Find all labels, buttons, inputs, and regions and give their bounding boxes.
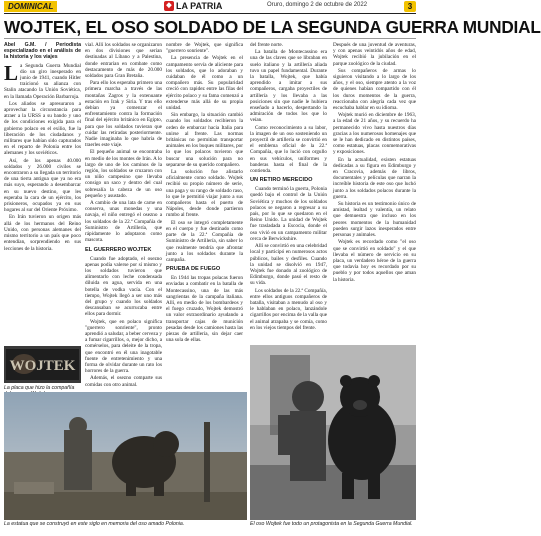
subheading: PRUEBA DE FUEGO	[166, 266, 221, 273]
statue-photo	[4, 392, 247, 520]
subheading: UN RETIRO MERECIDO	[250, 177, 313, 184]
article-paragraph: Los soldados de la 22.ª Compañía, entre ellos antiguos compañeros de batalla, visitaban a menudo al oso y le hablaban en polaco, lanzándole cigarrillos por encima de la valla que el animal atrapaba y se comía, como en los viejos tiempos del frente.	[250, 287, 327, 331]
article-paragraph: Después de una juventud de aventuras, y con apenas veintidós años de edad, Wojtek recibió la jubilación en el parque zoológico de la ciudad.	[333, 42, 416, 67]
article-paragraph: Sus compañeros de armas lo siguieron visitando a lo largo de los años, y el oso, siempre atento a la voz de quienes habían compartido con él los duros momentos de la guerra, reaccionaba con alegría cada vez que escuchaba hablar en su idioma.	[333, 67, 416, 112]
article-paragraph: La batalla de Montecassino era una de las claves que se libraban en suelo italiano y la artillería aliada tuvo un papel fundamental. Durante la batalla, Wojtek, que había aprendido a imitar a sus compañeros, cargaba proyectiles de artillería y los llevaba a las posiciones sin que nadie le hubiera enseñado a hacerlo, despertando la admiración de todos los que lo veían.	[250, 49, 327, 124]
article-paragraph: A cambio de una lata de carne en conserva, unas monedas y una navaja, el niño entregó el osezno a los soldados de la 22.ª Compañía de Suministro de Artillería, que rápidamente lo adoptaron como mascota.	[85, 200, 162, 244]
article-paragraph: nombre de Wojtek, que significa "guerrero sonriente".	[166, 42, 243, 55]
article-paragraph: En Irán tuvieron un origen más allá de los hermanos del Reino Unido, con personas alemanes del mismo territorio a un país que poco entendían, sorprendiendo en sus lecciones de la historia.	[4, 214, 81, 252]
article-paragraph: Su historia es un testimonio único de amistad, lealtad y valentía, un relato que demuestra que incluso en los peores momentos de la humanidad pueden surgir lazos inesperados entre personas y animales.	[333, 201, 416, 239]
byline: Abel G.M. / Periodista especializado en el análisis de la historia y los viajes	[4, 42, 81, 61]
article-paragraph: El oso se integró completamente en el cuerpo y fue destinado como parte de la 22.ª Compañía de Suministro de Artillería, sin saber lo que realmente tendría que afrontar junto a los soldados durante la campaña.	[166, 219, 243, 263]
subheading: EL GUERRERO WOJTEK	[85, 246, 152, 253]
article-paragraph: Además, el osezno comparte sus comidas con otro animal.	[85, 375, 162, 388]
article-paragraph: vial. Allí los soldados se organizaron en dos divisiones que serían destinadas al Líbano y a Palestina, donde entrarían en combate como destacamento de más de 20.000 soldados para Gran Bretaña.	[85, 42, 162, 80]
plaque-image	[4, 346, 81, 383]
statue-caption: La estatua que se construyó en este siglo en memoria del oso amado Polonia.	[4, 521, 185, 527]
article-paragraph: El pequeño animal se encontraba en medio de los montes de Irán. A lo largo de uno de los caminos de la región, los soldados se cruzaron con un niño campesino que llevaba consigo un saco y dentro del cual sobresalía la cabeza de un oso pequeño y asustado.	[85, 149, 162, 199]
newspaper-brand	[164, 0, 222, 12]
bear-soldier-photo	[250, 345, 416, 520]
article-paragraph: En 1944 las tropas polacas fueron enviadas a combatir en la batalla de Montecassino, una de las más sangrientas de la campaña italiana. Allí, en medio de los bombardeos y el fuego cruzado, Wojtek demostró un valor extraordinario ayudando a transportar cajas de munición pesadas desde los camiones hasta las piezas de artillería, sin dejar caer una sola de ellas.	[166, 275, 243, 344]
article-paragraph: Para ello los esperaba primero una primera marcha a través de las montañas Zagros y la extenuante estación en Irak y Siria. Y tras ello debían ya comenzar el enfrentamiento contra la formación final del ejército británico en Egipto, para que los soldados tuvieran que cuidar las retiradas posteriormente. Nadie imaginaba lo que habría de traerles este viaje.	[85, 80, 162, 149]
article-column-1	[4, 42, 81, 342]
article-paragraph: La presencia de Wojtek en el campamento servía de aliciente para los soldados, que lo adoraban y cuidaban de él como a un compañero más. Su popularidad creció con rapidez entre las filas del ejército polaco y su fama comenzó a extenderse más allá de su propia unidad.	[166, 55, 243, 112]
plaque-photo	[4, 346, 81, 383]
article-paragraph: Wojtek es recordado como "el oso que se convirtió en soldado" y el que llevaba el número de servicio en su placa, un verdadero héroe de la guerra que todavía hoy es recordado por su pueblo y por todos aquellos que aman la historia.	[333, 239, 416, 283]
article-paragraph: Sin embargo, la situación cambió cuando los soldados recibieron la orden de embarcar hacia Italia para unirse al frente. Las normas británicas no permitían transportar animales en los buques militares, por lo que los polacos tuvieron que buscar una solución para no separarse de su querido compañero.	[166, 112, 243, 168]
article-column-2	[85, 42, 162, 388]
article-paragraph	[4, 60, 81, 100]
article-paragraph: Cuando terminó la guerra, Polonia quedó bajo el control de la Unión Soviética y muchos de los soldados polacos se negaron a regresar a su país, por lo que se quedaron en el Reino Unido. La unidad de Wojtek fue trasladada a Escocia, donde el oso vivió en un campamento militar cerca de Berwickshire.	[250, 186, 327, 242]
article-column-3	[166, 42, 243, 385]
headline-divider	[4, 38, 416, 39]
article-column-4	[250, 42, 327, 342]
article-paragraph: En la actualidad, existen estatuas dedicadas a su figura en Edimburgo y en Cracovia, además de libros, documentales y películas que narran la increíble historia de este oso que luchó junto a los soldados polacos durante la guerra.	[333, 156, 416, 200]
page-number: 3	[404, 1, 416, 12]
page-header	[0, 0, 420, 13]
section-tag: DOMINICAL	[4, 1, 57, 12]
statue-image	[4, 392, 247, 520]
article-paragraph: Cuando fue adoptado, el osezno apenas podía valerse por sí mismo y los soldados tuvieron que alimentarlo con leche condensada diluida en agua, servida en una botella de vodka vacía. Con el tiempo, Wojtek llegó a ser uno más del grupo y cuando los soldados descansaban se acurrucaba entre ellos para dormir.	[85, 255, 162, 318]
bear-soldier-caption: El oso Wojtek fue todo un protagonista en la Segunda Guerra Mundial.	[250, 521, 413, 527]
brand-logo-icon: ◆	[164, 1, 174, 11]
plaque-caption: La placa que hizo la compañía	[4, 385, 75, 391]
brand-name: LA PATRIA	[176, 1, 223, 11]
article-paragraph: Allí se convirtió en una celebridad local y participó en numerosos actos públicos, bailes y desfiles. Cuando la unidad se disolvió en 1947, Wojtek fue donado al zoológico de Edimburgo, donde pasó el resto de su vida.	[250, 243, 327, 287]
article-paragraph: del frente norte.	[250, 42, 283, 48]
header-divider	[4, 13, 416, 14]
headline: WOJTEK, EL OSO SOLDADO DE LA SEGUNDA GUERRA MUNDIAL	[4, 17, 541, 37]
drop-cap: L	[4, 60, 19, 85]
article-paragraph: La solución fue alistarlo oficialmente como soldado. Wojtek recibió su propio número de serie, una paga y su rango de soldado raso, lo que le permitió viajar junto a sus compañeros hasta el puerto de Nápoles, desde donde partieron rumbo al frente.	[166, 169, 243, 219]
article-paragraph: Los aliados se apresuraron a aprovechar la circunstancia para atraer a la URSS a su bando y uno de los condiciones exigida para el gobierno polaco en el exilio, fue la liberación de los ciudadanos y militares que habían sido capturados en el reparto de Polonia entre los alemanes y los soviéticos.	[4, 100, 81, 157]
paragraph-text: a Segunda Guerra Mundial dio un giro inesperado en junio de 1941, cuando Hitler traicionó su alianza con Stalin atacando la Unión Soviética, en la llamada Operación Barbarroja.	[4, 62, 81, 100]
article-paragraph: Wojtek, que en polaco significa "guerrero sonriente", pronto aprendió a saludar, a beber cerveza y a fumar cigarrillos, o, mejor dicho, a comérselos, para deleite de la tropa, que encontró en él una inagotable fuente de entretenimiento y una forma de olvidar durante un rato los horrores de la guerra.	[85, 318, 162, 375]
bear-soldier-image	[250, 345, 416, 520]
dateline: Oruro, domingo 2 de octubre de 2022	[267, 2, 368, 8]
article-column-5	[333, 42, 416, 342]
article-paragraph: Como reconocimiento a su labor, la imagen de un oso sosteniendo un proyectil de artillería se convirtió en el emblema oficial de la 22.ª Compañía, que lo lució con orgullo en sus vehículos, uniformes y banderas hasta el final de la contienda.	[250, 124, 327, 175]
article-paragraph: Así, de los apenas 40.000 soldados y 26.000 civiles se encontraron a su llegada un territorio de una tierra antigua que ya no era más suyo, esperando a desembarcar en su nuevo destino, que les esperaba la cara de un ejército, los prisioneros, ocupados ya en sus hogares al sur del Oriente Próximo.	[4, 157, 81, 214]
article-paragraph: Wojtek murió en diciembre de 1963, a la edad de 21 años, y su recuerdo ha permanecido vivo hasta nuestros días gracias a los numerosos homenajes que se le han dedicado en distintos países, como estatuas, placas conmemorativas y exposiciones.	[333, 112, 416, 156]
plaque-text: WOJTEK	[9, 358, 76, 374]
